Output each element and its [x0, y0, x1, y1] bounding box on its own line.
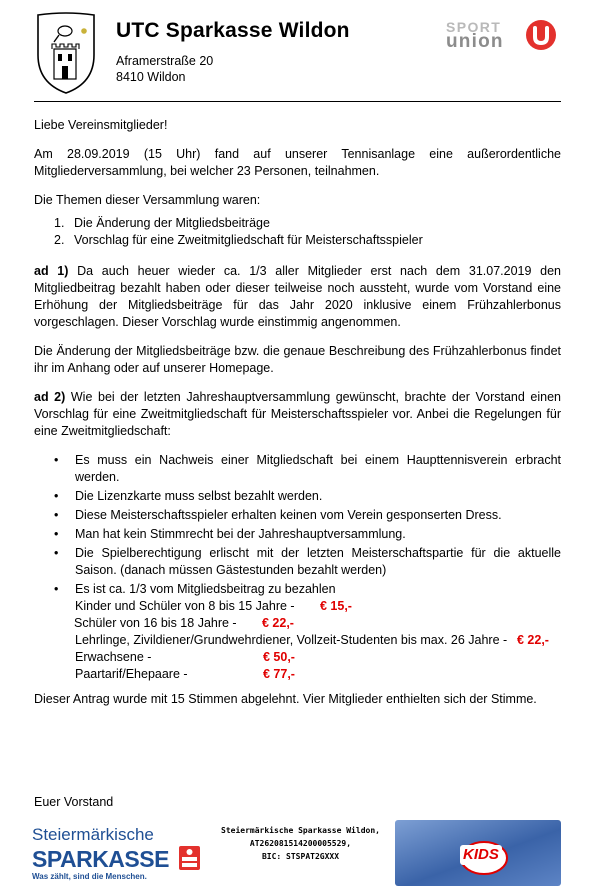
fee-row [75, 598, 561, 615]
club-address [116, 53, 213, 85]
bullet-icon: • [54, 546, 59, 560]
letterhead [0, 0, 600, 102]
rules-list [34, 452, 561, 683]
fee-label: Kinder und Schüler von 8 bis 15 Jahre - [75, 599, 295, 613]
fee-intro: Es ist ca. 1/3 vom Mitgliedsbeitrag zu bezahlen [75, 582, 336, 596]
club-crest-icon [34, 11, 98, 95]
kids-tennis-banner [395, 820, 561, 886]
fee-price: € 15,- [320, 599, 352, 613]
fee-row [75, 649, 561, 666]
fee-price: € 77,- [263, 667, 295, 681]
header-divider [34, 101, 561, 102]
club-name: UTC Sparkasse Wildon [116, 19, 350, 42]
sparkasse-logo-top: Steiermärkische [32, 825, 154, 844]
ad2-text: Wie bei der letzten Jahreshauptversammlung gewünscht, brachte der Vorstand einen Vorschlag für eine Zweitmitgliedschaft für Meisterschaftsspieler vor. Anbei die Regelungen für eine Zweitmitgliedschaft: [34, 390, 561, 438]
fee-label: Erwachsene - [75, 650, 152, 664]
signature: Euer Vorstand [34, 795, 114, 809]
list-item: 1. Die Änderung der Mitgliedsbeiträge [54, 216, 270, 230]
sportunion-logo-top: SPORT [446, 19, 502, 35]
salutation: Liebe Vereinsmitglieder! [34, 118, 168, 132]
topics-list [34, 215, 561, 249]
footer [0, 815, 600, 890]
bank-details [218, 824, 383, 863]
bullet-icon: • [54, 582, 59, 596]
sportunion-logo-bottom: union [446, 31, 504, 52]
ad2-label: ad 2) [34, 390, 66, 404]
bullet-icon: • [54, 453, 59, 467]
ad1-followup-paragraph: Die Änderung der Mitgliedsbeiträge bzw. die genaue Beschreibung des Frühzahlerbonus findet ihr im Anhang oder auf unserer Homepage. [34, 344, 561, 375]
bullet-icon: • [54, 508, 59, 522]
topics-heading: Die Themen dieser Versammlung waren: [34, 193, 261, 207]
fee-table [75, 598, 561, 683]
sportunion-logo [446, 18, 558, 50]
fee-row [75, 666, 561, 683]
fee-price: € 50,- [263, 650, 295, 664]
fee-price: € 22,- [517, 633, 549, 647]
fee-label: Paartarif/Ehepaare - [75, 667, 188, 681]
sparkasse-slogan: Was zählt, sind die Menschen. [32, 872, 147, 881]
list-item: 2. Vorschlag für eine Zweitmitgliedschaft für Meisterschaftsspieler [54, 233, 423, 247]
bullet-icon: • [54, 527, 59, 541]
sportunion-u-icon [526, 20, 556, 50]
letter-body [34, 117, 561, 720]
list-item: • Diese Meisterschaftsspieler erhalten keinen vom Verein gesponserten Dress. [54, 508, 502, 522]
bullet-icon: • [54, 489, 59, 503]
fee-label: Schüler von 16 bis 18 Jahre - [74, 616, 237, 630]
list-item: • Die Lizenzkarte muss selbst bezahlt werden. [54, 489, 323, 503]
list-item [34, 581, 561, 683]
fee-price: € 22,- [262, 616, 294, 630]
ad2-paragraph [34, 389, 561, 440]
sparkasse-logo [30, 823, 205, 885]
ad1-text: Da auch heuer wieder ca. 1/3 aller Mitglieder erst nach dem 31.07.2019 den Mitgliedbeitrag bezahlt haben oder dieser teilweise noch aussteht, wurde vom Vorstand eine Erhöhung der Mitgliedsbeiträge für das Jahr 2020 inklusive einem Frühzahlerbonus vorgeschlagen. Dieser Vorschlag wurde einstimmig angenommen. [34, 264, 562, 329]
bank-iban: AT262081514200005529, [249, 839, 352, 848]
list-item: • Man hat kein Stimmrecht bei der Jahreshauptversammlung. [54, 527, 406, 541]
list-item: • Die Spielberechtigung erlischt mit der letzten Meisterschaftspartie für die aktuelle Saison. (danach müssen Gästestunden bezahlt werden) [54, 546, 561, 577]
address-city: 8410 Wildon [116, 70, 186, 84]
address-street: Aframerstraße 20 [116, 54, 214, 68]
intro-paragraph: Am 28.09.2019 (15 Uhr) fand auf unserer Tennisanlage eine außerordentliche Mitgliederversammlung, bei welcher 23 Personen, teilnahmen. [34, 147, 561, 178]
fee-row [74, 615, 560, 632]
sparkasse-s-icon [179, 846, 200, 870]
sparkasse-logo-name: SPARKASSE [32, 846, 169, 872]
kids-logo-word: KIDS [460, 845, 502, 865]
fee-row [75, 632, 561, 649]
fee-label: Lehrlinge, Zivildiener/Grundwehrdiener, Vollzeit-Studenten bis max. 26 Jahre - [75, 633, 508, 647]
result-paragraph: Dieser Antrag wurde mit 15 Stimmen abgelehnt. Vier Mitglieder enthielten sich der Stimme. [34, 692, 537, 706]
ad1-label: ad 1) [34, 264, 69, 278]
ad1-paragraph [34, 263, 561, 331]
bank-name: Steiermärkische Sparkasse Wildon, [221, 826, 380, 835]
bank-bic: BIC: STSPAT2GXXX [261, 852, 340, 861]
list-item: • Es muss ein Nachweis einer Mitgliedschaft bei einem Haupttennisverein erbracht werden. [54, 453, 561, 484]
